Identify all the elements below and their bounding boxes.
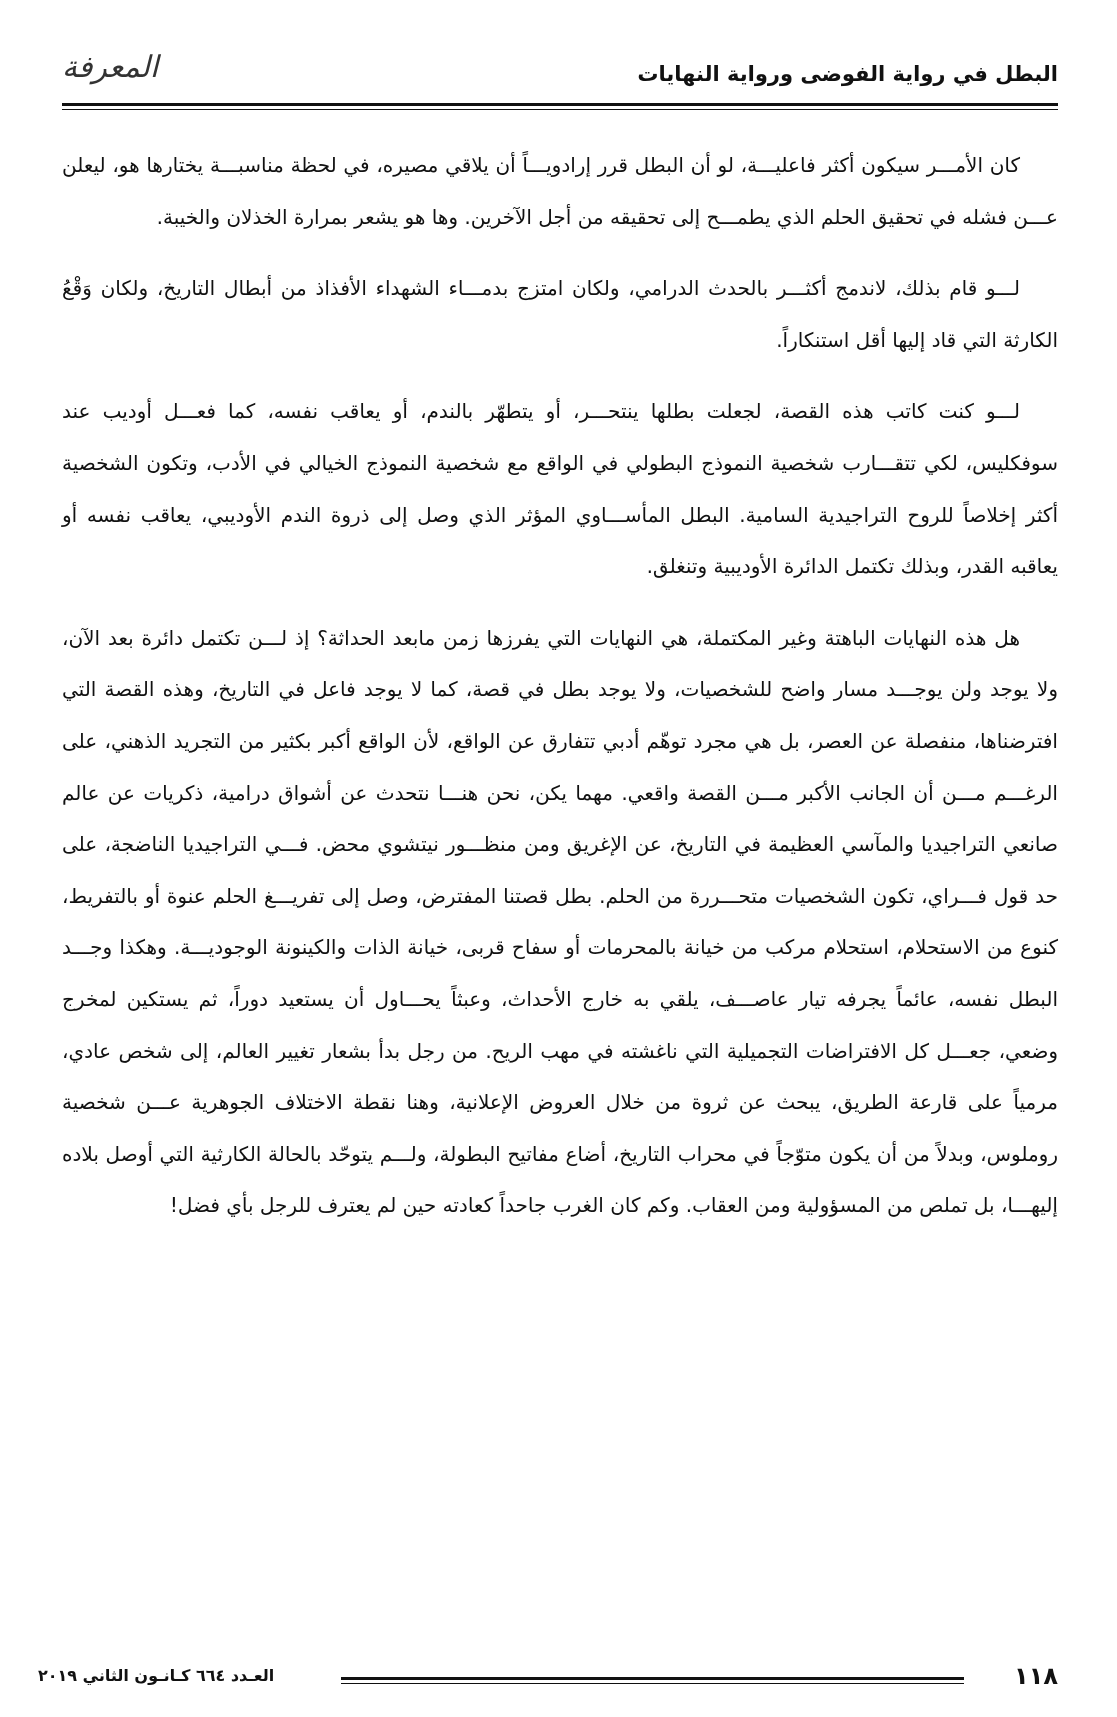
- article-body: [62, 140, 1058, 1250]
- issue-info: العـدد ٦٦٤ كـانـون الثاني ٢٠١٩: [38, 1666, 275, 1685]
- footer-rule: [341, 1677, 964, 1684]
- paragraph: هل هذه النهايات الباهتة وغير المكتملة، هي النهايات التي يفرزها زمن مابعد الحداثة؟ إذ لـــن تكتمل دائرة بعد الآن، ولا يوجد ولن يوجـــد مسار واضح للشخصيات، ولا يوجد بطل في قصة، كما لا يوجد فاعل في التاريخ، وهذه القصة التي افترضناها، منفصلة عن العصر، بل هي مجرد توهّم أدبي تتفارق عن الواقع، لأن الواقع أكبر بكثير من التجريد الذهني، على الرغـــم مـــن أن الجانب الأكبر مـــن القصة واقعي. مهما يكن، نحن هنـــا نتحدث عن أشواق درامية، ذكريات عن عالم صانعي التراجيديا والمآسي العظيمة في التاريخ، عن الإغريق ومن منظـــور نيتشوي محض. فـــي التراجيديا الناضجة، على حد قول فـــراي، تكون الشخصيات متحـــررة من الحلم. بطل قصتنا المفترض، وصل إلى تفريـــغ الحلم عنوة أو بالتفريط، كنوع من الاستحلام، استحلام مركب من خيانة بالمحرمات أو سفاح قربى، خيانة الذات والكينونة الوجوديـــة. وهكذا وجـــد البطل نفسه، عائماً يجرفه تيار عاصـــف، يلقي به خارج الأحداث، وعبثاً يحـــاول أن يستعيد دوراً، ثم يستكين لمخرج وضعي، جعـــل كل الافتراضات التجميلية التي ناغشته في مهب الريح. من رجل بدأ بشعار تغيير العالم، إلى شخص عادي، مرمياً على قارعة الطريق، يبحث عن ثروة من خلال العروض الإعلانية، وهنا نقطة الاختلاف الجوهرية عـــن شخصية روملوس، وبدلاً من أن يكون متوّجاً في محراب التاريخ، أضاع مفاتيح البطولة، ولـــم يتوحّد بالحالة الكارثية التي أوصل بلاده إليهـــا، بل تملص من المسؤولية ومن العقاب. وكم كان الغرب جاحداً كعادته حين لم يعترف للرجل بأي فضل!: [62, 625, 1058, 1218]
- running-header: [62, 48, 1058, 102]
- magazine-logo: المعرفة: [62, 50, 159, 85]
- paragraph: كان الأمـــر سيكون أكثر فاعليـــة، لو أن البطل قرر إرادويـــاً أن يلاقي مصيره، في لحظة مناسبـــة يختارها هو، ليعلن عـــن فشله في تحقيق الحلم الذي يطمـــح إلى تحقيقه من أجل الآخرين. وها هو يشعر بمرارة الخذلان والخيبة.: [62, 153, 1058, 229]
- paragraph: لـــو كنت كاتب هذه القصة، لجعلت بطلها ينتحـــر، أو يتطهّر بالندم، أو يعاقب نفسه، كما فعـــل أوديب عند سوفكليس، لكي تتقـــارب شخصية النموذج البطولي في الواقع مع شخصية النموذج الخيالي في الأدب، وتكون الشخصية أكثر إخلاصاً للروح التراجيدية السامية. البطل المأســـاوي المؤثر الذي وصل إلى ذروة الندم الأوديبي، يعاقب نفسه أو يعاقبه القدر، وبذلك تكتمل الدائرة الأوديبية وتنغلق.: [62, 399, 1058, 579]
- header-rule-thin: [62, 109, 1058, 110]
- page-number: ١١٨: [1014, 1662, 1058, 1690]
- header-rule: [62, 103, 1058, 106]
- page-footer: [38, 1662, 1058, 1702]
- paragraph: لـــو قام بذلك، لاندمج أكثـــر بالحدث الدرامي، ولكان امتزج بدمـــاء الشهداء الأفذاذ من أبطال التاريخ، ولكان وَقْعُ الكارثة التي قاد إليها أقل استنكاراً.: [62, 276, 1058, 352]
- article-title: البطل في رواية الفوضى ورواية النهايات: [637, 62, 1058, 86]
